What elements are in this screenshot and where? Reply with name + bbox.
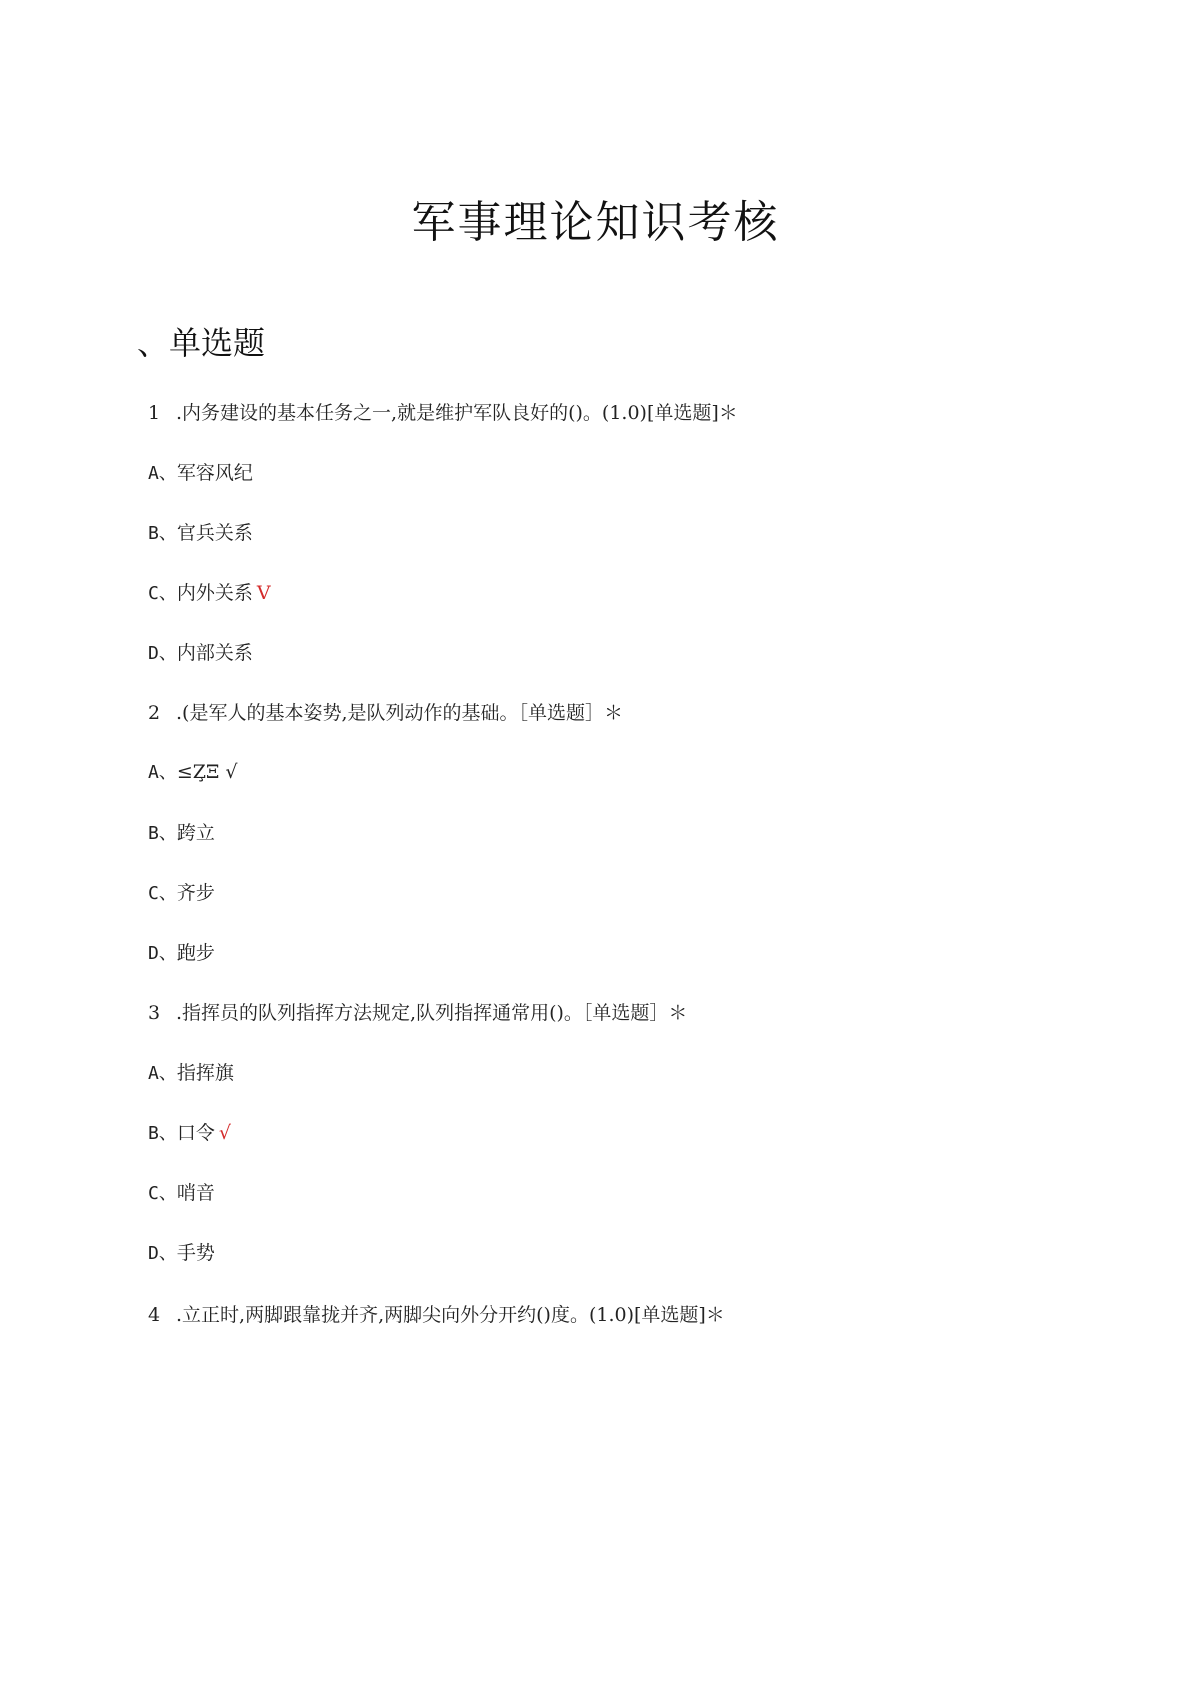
option-letter: C、 (148, 883, 177, 904)
option-text: 指挥旗 (176, 1062, 234, 1084)
option-text: 跑步 (176, 942, 215, 964)
question-3 (148, 998, 687, 1025)
option-text: 官兵关系 (176, 522, 253, 544)
option-text: 内外关系 (176, 582, 253, 604)
question-text: .(是军人的基本姿势,是队列动作的基础。［单选题］＊ (176, 702, 623, 724)
section-heading: 、单选题 (137, 324, 266, 362)
option-letter: D、 (148, 943, 177, 964)
option-letter: C、 (148, 583, 177, 604)
question-text: .内务建设的基本任务之一,就是维护军队良好的()。(1.0)[单选题]＊ (176, 402, 738, 424)
option-text: 跨立 (176, 822, 215, 844)
question-number: 1 (148, 402, 161, 424)
option-letter: D、 (148, 643, 177, 664)
option-1d (148, 638, 253, 665)
option-text: 口令 (176, 1122, 215, 1144)
option-2a (148, 758, 237, 784)
question-number: 4 (148, 1304, 161, 1326)
option-letter: B、 (148, 1123, 177, 1144)
question-1 (148, 398, 738, 425)
option-3d (148, 1238, 215, 1265)
option-3b (148, 1118, 231, 1145)
option-2b (148, 818, 215, 845)
option-letter: B、 (148, 823, 177, 844)
option-text: 军容风纪 (176, 462, 253, 484)
correct-answer-mark: V (256, 582, 271, 604)
option-letter: A、 (148, 463, 177, 484)
option-1c (148, 578, 271, 605)
option-letter: A、 (148, 762, 177, 783)
question-4 (148, 1300, 725, 1327)
option-2d (148, 938, 215, 965)
correct-answer-mark: √ (225, 761, 238, 783)
page-title: 军事理论知识考核 (411, 197, 780, 248)
option-text: 哨音 (176, 1182, 215, 1204)
question-number: 3 (148, 1002, 161, 1024)
option-letter: D、 (148, 1243, 177, 1264)
question-2 (148, 698, 623, 725)
option-1a (148, 458, 253, 485)
question-text: .指挥员的队列指挥方法规定,队列指挥通常用()。［单选题］＊ (176, 1002, 688, 1024)
option-text: 内部关系 (176, 642, 253, 664)
question-text: .立正时,两脚跟靠拢并齐,两脚尖向外分开约()度。(1.0)[单选题]＊ (176, 1304, 725, 1326)
option-letter: C、 (148, 1183, 177, 1204)
option-letter: A、 (148, 1063, 177, 1084)
question-number: 2 (148, 702, 161, 724)
option-letter: B、 (148, 523, 177, 544)
option-3a (148, 1058, 234, 1085)
option-text: ≤Z̧Ξ (176, 761, 220, 783)
option-2c (148, 878, 215, 905)
option-text: 齐步 (176, 882, 215, 904)
option-text: 手势 (176, 1242, 215, 1264)
option-1b (148, 518, 253, 545)
option-3c (148, 1178, 215, 1205)
correct-answer-mark: √ (218, 1122, 231, 1144)
